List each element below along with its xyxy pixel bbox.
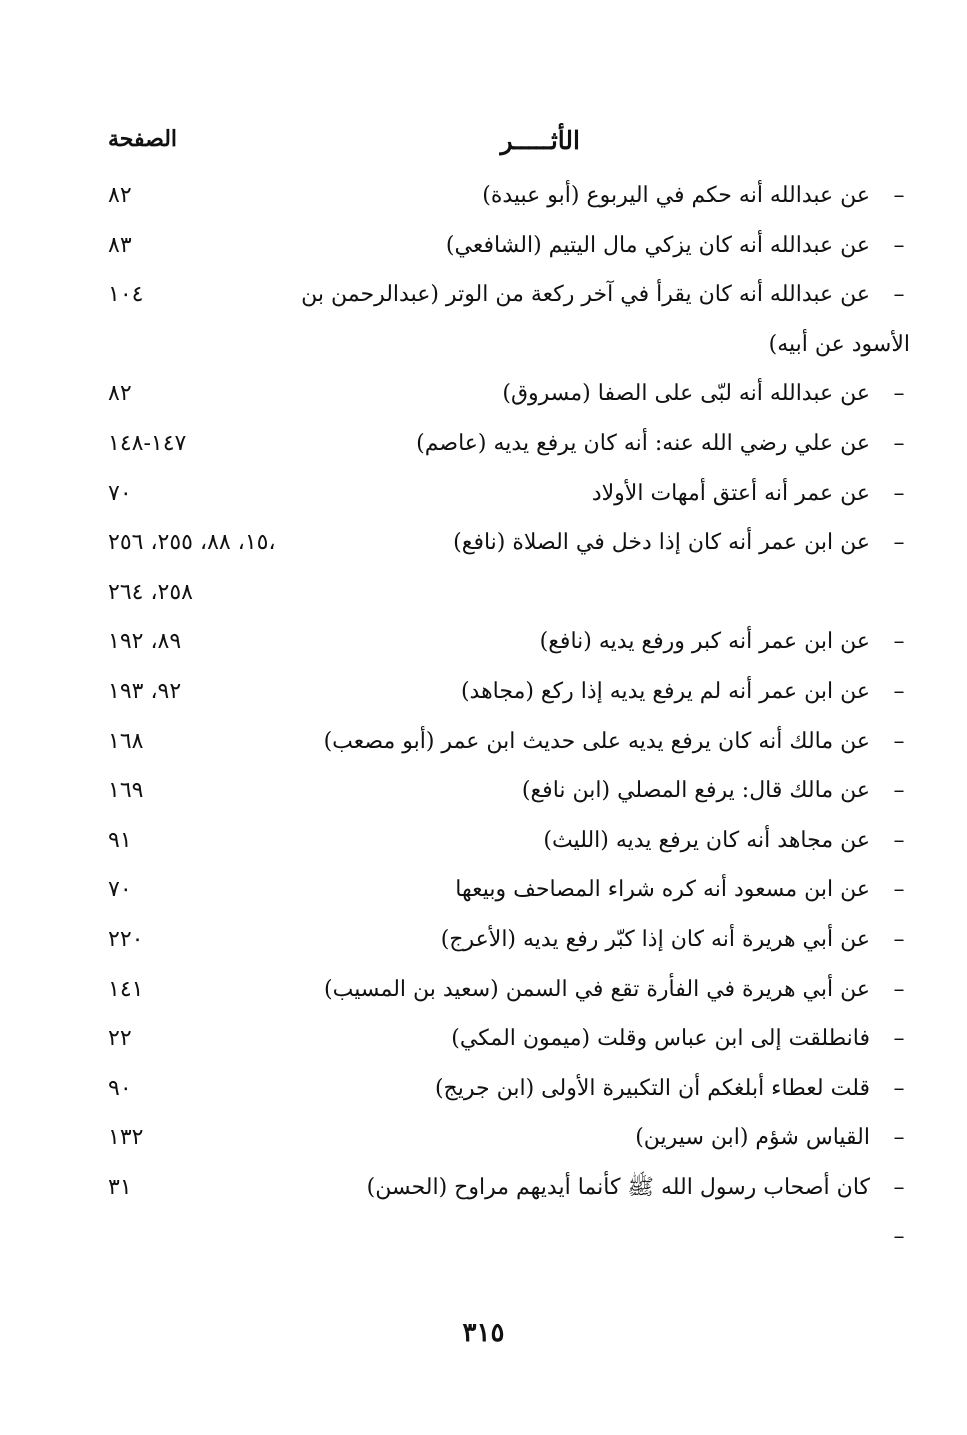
- index-row: [100, 523, 910, 573]
- index-row: [100, 474, 910, 524]
- page-references: ١٠٤: [108, 282, 144, 308]
- page-references: ١٣٢: [108, 1125, 144, 1151]
- index-row: [100, 821, 910, 871]
- page-references: ٨٢: [108, 183, 132, 208]
- index-row: [100, 622, 910, 672]
- athar-index-list: [100, 176, 910, 1267]
- row-dash: –: [893, 778, 905, 804]
- page-references: ١٦٩: [108, 778, 144, 804]
- athar-text: عن ابن مسعود أنه كره شراء المصاحف وبيعها: [455, 877, 870, 903]
- index-row: [100, 1217, 910, 1267]
- athar-text: عن علي رضي الله عنه: أنه كان يرفع يديه (عاصم): [416, 430, 870, 456]
- index-row: [100, 374, 910, 424]
- page-references: ١٤١: [108, 976, 144, 1002]
- athar-text: عن ابن عمر أنه كان إذا دخل في الصلاة (نافع): [453, 530, 870, 556]
- row-dash: –: [893, 530, 905, 556]
- row-dash: –: [893, 827, 905, 853]
- page-references: ٣١: [108, 1174, 132, 1200]
- athar-text: عن ابن عمر أنه لم يرفع يديه إذا ركع (مجاهد): [460, 678, 870, 704]
- index-row: [100, 920, 910, 970]
- athar-text: عن عبدالله أنه كان يزكي مال اليتيم (الشافعي): [445, 232, 870, 258]
- athar-text: عن عبدالله أنه حكم في اليربوع (أبو عبيدة): [482, 183, 870, 208]
- row-dash: –: [893, 282, 905, 308]
- athar-column-header: الأثـــــر: [500, 126, 580, 155]
- athar-text: قلت لعطاء أبلغكم أن التكبيرة الأولى (ابن جريج): [434, 1075, 870, 1101]
- index-row: [100, 672, 910, 722]
- index-row: [100, 1069, 910, 1119]
- page-references: ٩١: [108, 827, 132, 853]
- index-row: [100, 771, 910, 821]
- row-dash: –: [893, 877, 905, 903]
- page-column-header: الصفحة: [108, 126, 178, 152]
- row-dash: –: [893, 1125, 905, 1151]
- page-references: ٢٢: [108, 1026, 132, 1052]
- page-references: ٢٥٨، ٢٦٤: [108, 579, 193, 605]
- index-row: [100, 226, 910, 276]
- row-dash: –: [893, 381, 905, 407]
- athar-text: عن مجاهد أنه كان يرفع يديه (الليث): [543, 827, 870, 853]
- athar-text: القياس شؤم (ابن سيرين): [635, 1125, 870, 1151]
- athar-text: عن أبي هريرة أنه كان إذا كبّر رفع يديه (الأعرج): [440, 926, 870, 952]
- athar-text: عن عمر أنه أعتق أمهات الأولاد: [591, 480, 870, 506]
- page-references: ٨٩، ١٩٢: [108, 629, 182, 655]
- row-dash: –: [893, 1224, 905, 1250]
- athar-text: عن عبدالله أنه لبّى على الصفا (مسروق): [502, 381, 870, 407]
- athar-text: عن مالك أنه كان يرفع يديه على حديث ابن عمر (أبو مصعب): [323, 728, 870, 754]
- table-header: [100, 126, 910, 166]
- page-references: ٢٢٠: [108, 926, 144, 952]
- row-dash: –: [893, 629, 905, 655]
- index-row: [100, 1019, 910, 1069]
- athar-text: عن مالك قال: يرفع المصلي (ابن نافع): [521, 778, 870, 804]
- page-references: ٨٢: [108, 381, 132, 407]
- page-references: ٨٣: [108, 232, 132, 258]
- row-dash: –: [893, 728, 905, 754]
- page-references: ٩٢، ١٩٣: [108, 678, 182, 704]
- row-dash: –: [893, 183, 905, 208]
- index-row: [100, 176, 910, 226]
- row-dash: –: [893, 976, 905, 1002]
- page-references: ٧٠: [108, 877, 132, 903]
- row-dash: –: [893, 678, 905, 704]
- index-row: [100, 1118, 910, 1168]
- page-references: ١٤٧-١٤٨: [108, 430, 187, 456]
- index-row: [100, 325, 910, 375]
- index-row: [100, 424, 910, 474]
- page-references: ١٥، ٨٨، ٢٥٥، ٢٥٦،: [108, 530, 276, 556]
- index-row: [100, 970, 910, 1020]
- page-references: ٧٠: [108, 480, 132, 506]
- athar-text: فانطلقت إلى ابن عباس وقلت (ميمون المكي): [451, 1026, 870, 1052]
- index-row: [100, 573, 910, 623]
- athar-text: عن أبي هريرة في الفأرة تقع في السمن (سعيد بن المسيب): [324, 976, 870, 1002]
- row-dash: –: [893, 480, 905, 506]
- index-row: [100, 275, 910, 325]
- index-row: [100, 1168, 910, 1218]
- row-dash: –: [893, 1075, 905, 1101]
- athar-text: كان أصحاب رسول الله ﷺ كأنما أيديهم مراوح (الحسن): [366, 1174, 870, 1200]
- index-row: [100, 870, 910, 920]
- athar-text: الأسود عن أبيه): [768, 331, 910, 357]
- row-dash: –: [893, 232, 905, 258]
- row-dash: –: [893, 430, 905, 456]
- page-references: ١٦٨: [108, 728, 144, 754]
- athar-text: عن ابن عمر أنه كبر ورفع يديه (نافع): [539, 629, 870, 655]
- row-dash: –: [893, 1026, 905, 1052]
- index-row: [100, 722, 910, 772]
- page-references: ٩٠: [108, 1075, 132, 1101]
- page-number: ٣١٥: [462, 1318, 505, 1348]
- athar-text: عن عبدالله أنه كان يقرأ في آخر ركعة من الوتر (عبدالرحمن بن: [301, 282, 870, 308]
- row-dash: –: [893, 926, 905, 952]
- row-dash: –: [893, 1174, 905, 1200]
